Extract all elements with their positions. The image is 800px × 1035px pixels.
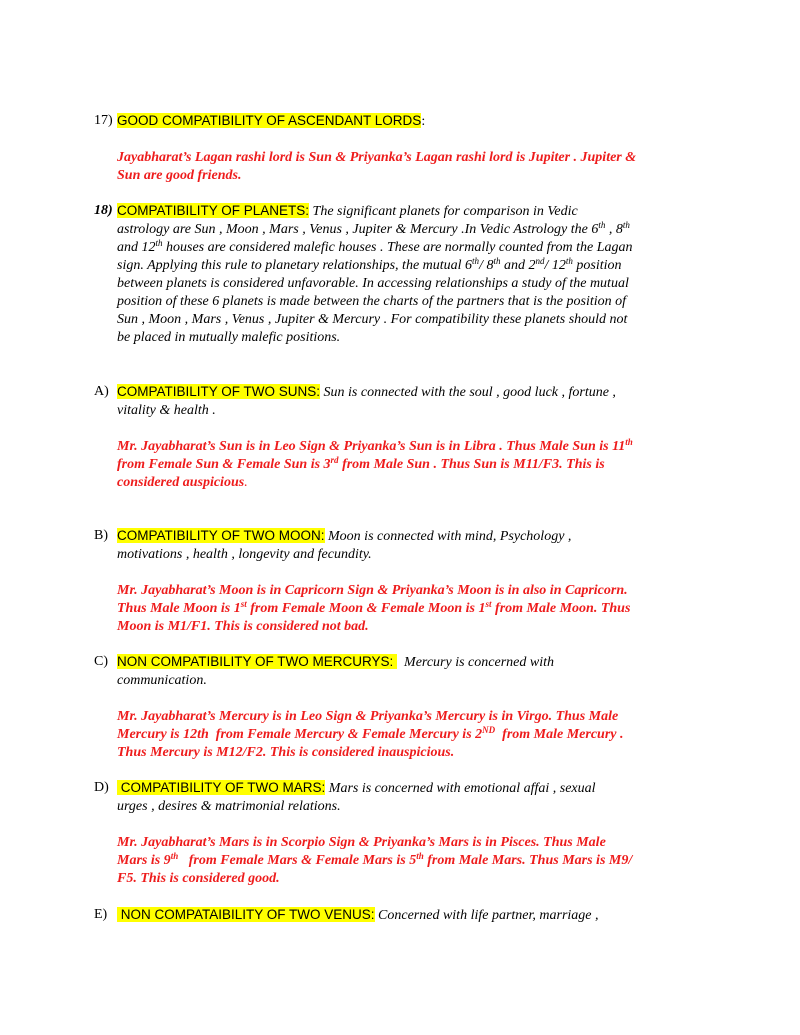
analysis-text: Mr. Jayabharat’s Sun is in Leo Sign & Priyanka’s Sun is in Libra . Thus Male Sun is 11 [117, 439, 626, 454]
analysis-text: from Female Moon & Female Moon is 1 [246, 601, 486, 616]
body-text: Sun is connected with the soul , good luck , fortune , [320, 385, 616, 400]
section-marker: D) [94, 780, 109, 795]
body-text: Sun , Moon , Mars , Venus , Jupiter & Mercury . For compatibility these planets should not [117, 312, 628, 327]
body-text: Moon is connected with mind, Psychology , [324, 529, 572, 544]
analysis-text: from Female Sun & Female Sun is 3 [117, 457, 331, 472]
analysis-text: F5. This is considered good. [117, 871, 280, 886]
body-text: between planets is considered unfavorable. In accessing relationships a study of the mutual [117, 276, 629, 291]
superscript: st [485, 599, 492, 609]
analysis-text: Thus Male Moon is 1 [117, 601, 241, 616]
superscript: st [240, 599, 247, 609]
section-marker: E) [94, 907, 108, 922]
analysis-text: from Male Moon. Thus [491, 601, 631, 616]
body-text: Mercury is concerned with [397, 655, 554, 670]
analysis-text: from Male Sun . Thus Sun is M11/F3. This is [338, 457, 605, 472]
ascendant-lords-text-2: Sun are good friends. [117, 168, 242, 183]
body-text: Concerned with life partner, marriage , [374, 908, 599, 923]
analysis-text: Mercury is 12th from Female Mercury & Female Mercury is 2 [117, 727, 483, 742]
section-d-mars [94, 779, 714, 888]
analysis-text: Mr. Jayabharat’s Moon is in Capricorn Sign & Priyanka’s Moon is in also in Capricorn. [117, 583, 628, 598]
section-heading: COMPATIBILITY OF TWO MARS: [117, 780, 326, 795]
analysis-text: Thus Mercury is M12/F2. This is considered inauspicious. [117, 745, 455, 760]
analysis-text: Mr. Jayabharat’s Mars is in Scorpio Sign & Priyanka’s Mars is in Pisces. Thus Male [117, 835, 606, 850]
heading-colon: : [421, 114, 426, 129]
superscript: th [416, 851, 424, 861]
section-marker: A) [94, 384, 109, 399]
section-heading: COMPATIBILITY OF TWO MOON: [117, 528, 325, 543]
body-text: , 8 [605, 222, 623, 237]
section-17 [94, 112, 714, 185]
body-text: be placed in mutually malefic positions. [117, 330, 341, 345]
section-e-venus [94, 906, 714, 925]
analysis-text: . [244, 475, 248, 490]
body-text: and 2 [500, 258, 536, 273]
superscript: th [170, 851, 179, 861]
analysis-text: Moon is M1/F1. This is considered not bad. [117, 619, 369, 634]
body-text: urges , desires & matrimonial relations. [117, 799, 341, 814]
superscript: th [155, 238, 163, 248]
ascendant-lords-text: Jayabharat’s Lagan rashi lord is Sun & Priyanka’s Lagan rashi lord is Jupiter . Jupiter & [117, 150, 637, 165]
superscript: rd [330, 455, 339, 465]
body-text: position [572, 258, 622, 273]
section-heading: NON COMPATAIBILITY OF TWO VENUS: [117, 907, 375, 922]
body-text: / 12 [544, 258, 566, 273]
superscript: th [625, 437, 633, 447]
section-b-moon [94, 527, 714, 636]
body-text: Mars is concerned with emotional affai , sexual [325, 781, 596, 796]
section-heading: COMPATIBILITY OF PLANETS: [117, 203, 310, 218]
analysis-text: from Male Mercury . [495, 727, 624, 742]
body-text: houses are considered malefic houses . These are normally counted from the Lagan [162, 240, 633, 255]
superscript: ND [482, 725, 496, 735]
analysis-text: Mars is 9 [117, 853, 171, 868]
section-18 [94, 202, 714, 347]
body-text: / 8 [479, 258, 494, 273]
section-a-suns [94, 383, 714, 492]
body-text: The significant planets for comparison in Vedic [309, 204, 578, 219]
section-marker: 17) [94, 113, 113, 128]
section-marker: 18) [94, 203, 113, 218]
body-text: astrology are Sun , Moon , Mars , Venus , Jupiter & Mercury .In Vedic Astrology the 6 [117, 222, 599, 237]
body-text: sign. Applying this rule to planetary relationships, the mutual 6 [117, 258, 473, 273]
body-text: and 12 [117, 240, 156, 255]
superscript: nd [535, 256, 545, 266]
superscript: th [622, 220, 630, 230]
section-heading: GOOD COMPATIBILITY OF ASCENDANT LORDS [117, 113, 422, 128]
superscript: th [565, 256, 573, 266]
body-text: motivations , health , longevity and fecundity. [117, 547, 372, 562]
analysis-text: Mr. Jayabharat’s Mercury is in Leo Sign & Priyanka’s Mercury is in Virgo. Thus Male [117, 709, 619, 724]
section-c-mercury [94, 653, 714, 762]
body-text: communication. [117, 673, 207, 688]
superscript: th [472, 256, 480, 266]
analysis-text: from Female Mars & Female Mars is 5 [178, 853, 417, 868]
section-marker: C) [94, 654, 108, 669]
body-text: position of these 6 planets is made between the charts of the partners that is the position of [117, 294, 627, 309]
section-marker: B) [94, 528, 108, 543]
section-heading: COMPATIBILITY OF TWO SUNS: [117, 384, 321, 399]
superscript: th [598, 220, 606, 230]
superscript: th [493, 256, 501, 266]
body-text: vitality & health . [117, 403, 216, 418]
analysis-text: considered auspicious [117, 475, 245, 490]
analysis-text: from Male Mars. Thus Mars is M9/ [423, 853, 633, 868]
section-heading: NON COMPATIBILITY OF TWO MERCURYS: [117, 654, 398, 669]
